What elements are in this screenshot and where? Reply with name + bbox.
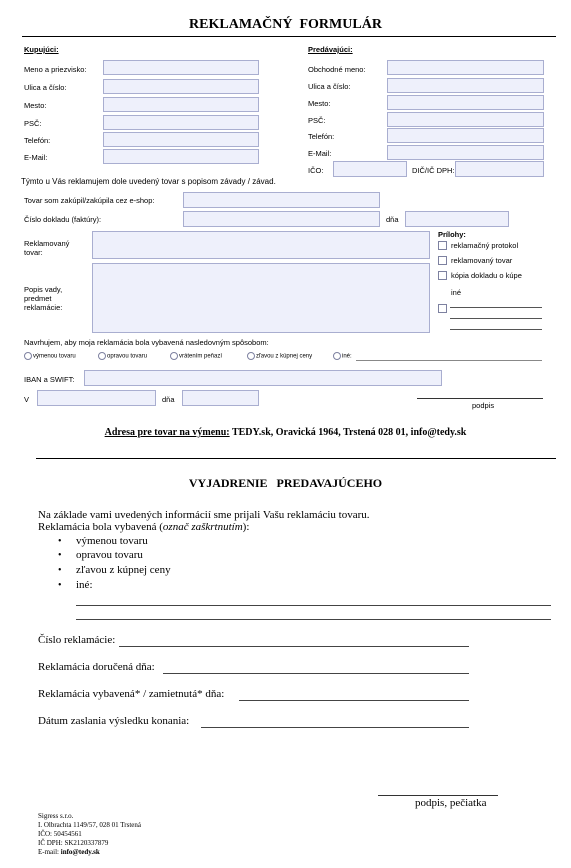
seller-dic-field[interactable]: [455, 161, 544, 177]
option-exchange-radio[interactable]: [24, 352, 32, 360]
doc-number-label: Číslo dokladu (faktúry):: [24, 215, 102, 224]
doc-date-label: dňa: [386, 215, 399, 224]
result-sent-line[interactable]: [201, 727, 469, 728]
option-discount-radio[interactable]: [247, 352, 255, 360]
bought-label: Tovar som zakúpil/zakúpila cez e-shop:: [24, 196, 155, 205]
place-label: V: [24, 395, 30, 404]
seller-city-field[interactable]: [387, 95, 544, 110]
buyer-street-label: Ulica a číslo:: [24, 83, 67, 92]
iban-label: IBAN a SWIFT:: [24, 375, 75, 384]
seller-ico-field[interactable]: [333, 161, 407, 177]
claim-number-line[interactable]: [119, 646, 469, 647]
customer-signature-label: podpis: [472, 401, 495, 410]
seller-city-label: Mesto:: [308, 99, 331, 108]
buyer-heading: Kupujúci:: [24, 45, 59, 54]
seller-dic-label: DIČ/IČ DPH:: [412, 166, 455, 175]
attachment-receipt-label: kópia dokladu o kúpe: [451, 271, 522, 280]
statement-other-line-1[interactable]: [76, 605, 551, 606]
seller-street-label: Ulica a číslo:: [308, 82, 351, 91]
buyer-phone-label: Telefón:: [24, 136, 51, 145]
iban-field[interactable]: [84, 370, 442, 386]
seller-street-field[interactable]: [387, 78, 544, 93]
buyer-phone-field[interactable]: [103, 132, 259, 147]
option-refund-label: vrátením peňazí: [179, 353, 223, 360]
statement-bullet-other: iné:: [76, 579, 93, 591]
seller-phone-field[interactable]: [387, 128, 544, 143]
option-refund[interactable]: [170, 352, 222, 362]
seller-email-field[interactable]: [387, 145, 544, 160]
buyer-city-label: Mesto:: [24, 101, 47, 110]
attachment-goods-checkbox[interactable]: [438, 256, 447, 265]
statement-bullet-exchange: výmenou tovaru: [76, 535, 148, 547]
buyer-name-field[interactable]: [103, 60, 259, 75]
buyer-zip-label: PSČ:: [24, 119, 42, 128]
footer-street: I. Olbrachta 1149/57, 028 01 Trstená: [38, 821, 141, 829]
resolution-prompt: Navrhujem, aby moja reklamácia bola vybavená nasledovným spôsobom:: [24, 338, 269, 347]
claimed-goods-field[interactable]: [92, 231, 430, 259]
bullet-icon: •: [58, 565, 62, 576]
footer-email: [38, 848, 141, 857]
option-other-line[interactable]: [356, 360, 542, 361]
bullet-icon: •: [58, 536, 62, 547]
doc-number-field[interactable]: [183, 211, 380, 227]
seller-company-label: Obchodné meno:: [308, 65, 366, 74]
intro-text: Týmto u Vás reklamujem dole uvedený tovar s popisom závady / závad.: [21, 177, 276, 186]
statement-other-line-2[interactable]: [76, 619, 551, 620]
return-address: [0, 427, 571, 439]
claim-received-label: Reklamácia doručená dňa:: [38, 661, 155, 673]
seller-zip-field[interactable]: [387, 112, 544, 127]
option-other[interactable]: [333, 352, 352, 362]
option-other-radio[interactable]: [333, 352, 341, 360]
attachment-protocol-checkbox[interactable]: [438, 241, 447, 250]
claim-received-line[interactable]: [163, 673, 469, 674]
footer-company: [38, 812, 141, 857]
bullet-icon: •: [58, 550, 62, 561]
seller-signature-line[interactable]: [378, 795, 498, 796]
buyer-city-field[interactable]: [103, 97, 259, 112]
claim-resolved-label: Reklamácia vybavená* / zamietnutá* dňa:: [38, 688, 225, 700]
section-divider: [36, 458, 556, 459]
statement-line-2-start: Reklamácia bola vybavená (: [38, 521, 163, 533]
option-repair-label: opravou tovaru: [107, 353, 148, 360]
statement-title: VYJADRENIE PREDAVAJÚCEHO: [188, 476, 383, 490]
claim-resolved-line[interactable]: [239, 700, 469, 701]
option-repair[interactable]: [98, 352, 147, 362]
sign-date-field[interactable]: [182, 390, 259, 406]
seller-zip-label: PSČ:: [308, 116, 326, 125]
customer-signature-line[interactable]: [417, 398, 543, 399]
attachment-protocol-label: reklamačný protokol: [451, 241, 519, 250]
option-refund-radio[interactable]: [170, 352, 178, 360]
footer-ico: IČO: 50454561: [38, 830, 82, 838]
statement-line-2-end: ):: [242, 521, 250, 533]
option-exchange[interactable]: [24, 352, 76, 362]
buyer-street-field[interactable]: [103, 79, 259, 94]
footer-email-link[interactable]: info@tedy.sk: [60, 848, 100, 856]
footer-email-label: E-mail:: [38, 848, 61, 856]
place-field[interactable]: [37, 390, 156, 406]
option-discount-label: zľavou z kúpnej ceny: [256, 353, 313, 360]
option-other-label: iné:: [342, 353, 352, 360]
buyer-zip-field[interactable]: [103, 115, 259, 130]
seller-company-field[interactable]: [387, 60, 544, 75]
bought-field[interactable]: [183, 192, 380, 208]
defect-label: Popis vady, predmet reklamácie:: [24, 285, 63, 312]
statement-bullet-repair: opravou tovaru: [76, 549, 143, 561]
option-repair-radio[interactable]: [98, 352, 106, 360]
attachment-receipt-checkbox[interactable]: [438, 271, 447, 280]
sign-date-label: dňa: [162, 395, 175, 404]
option-exchange-label: výmenou tovaru: [33, 353, 76, 360]
form-title: REKLAMAČNÝ FORMULÁR: [189, 17, 382, 32]
statement-line-2: [38, 521, 249, 534]
result-sent-label: Dátum zaslania výsledku konania:: [38, 715, 190, 727]
statement-line-1: Na základe vami uvedených informácií sme prijali Vašu reklamáciu tovaru.: [38, 509, 370, 521]
buyer-email-field[interactable]: [103, 149, 259, 164]
footer-dic: IČ DPH: SK2120337879: [38, 839, 109, 847]
seller-email-label: E-Mail:: [308, 149, 332, 158]
buyer-email-label: E-Mail:: [24, 153, 48, 162]
title-divider: [22, 36, 556, 37]
claimed-goods-label: Reklamovaný tovar:: [24, 239, 70, 257]
seller-phone-label: Telefón:: [308, 132, 335, 141]
seller-signature-label: podpis, pečiatka: [415, 797, 487, 809]
statement-bullet-discount: zľavou z kúpnej ceny: [76, 564, 171, 576]
claim-number-label: Číslo reklamácie:: [38, 634, 116, 646]
attachment-other-line-1[interactable]: [450, 307, 542, 308]
attachment-other-line-2[interactable]: [450, 318, 542, 319]
option-discount[interactable]: [247, 352, 312, 362]
buyer-name-label: Meno a priezvisko:: [24, 65, 87, 74]
attachment-other-line-3[interactable]: [450, 329, 542, 330]
attachment-goods-label: reklamovaný tovar: [451, 256, 513, 265]
seller-ico-label: IČO:: [308, 166, 324, 175]
doc-date-field[interactable]: [405, 211, 509, 227]
attachment-other-label: iné: [451, 288, 462, 297]
defect-description-field[interactable]: [92, 263, 430, 333]
statement-line-2-italic: označ zaškrtnutím: [162, 521, 243, 533]
bullet-icon: •: [58, 580, 62, 591]
attachments-heading: Prílohy:: [438, 230, 466, 239]
attachment-other-checkbox[interactable]: [438, 304, 447, 313]
return-address-value: TEDY.sk, Oravická 1964, Trstená 028 01, info@tedy.sk: [229, 427, 467, 438]
footer-company-name: Sigress s.r.o.: [38, 812, 74, 820]
seller-heading: Predávajúci:: [308, 45, 353, 54]
return-address-label: Adresa pre tovar na výmenu:: [104, 427, 230, 438]
